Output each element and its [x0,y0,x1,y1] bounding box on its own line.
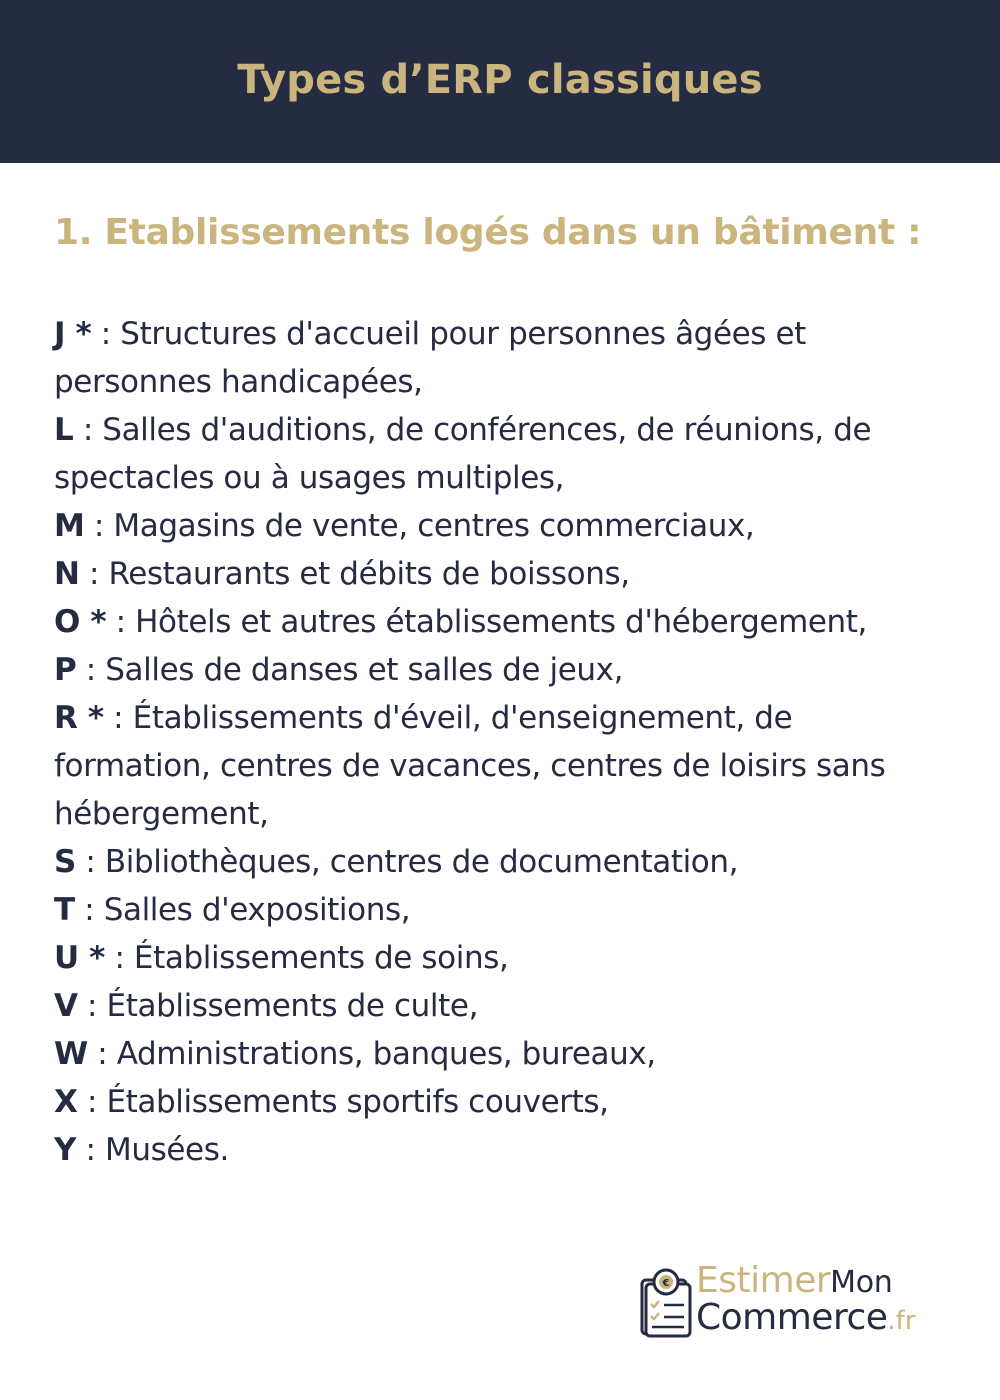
logo-tld: .fr [887,1306,916,1336]
erp-description: : Établissements d'éveil, d'enseignement, de formation, centres de vacances, centres de loisirs sans hébergement, [54,700,886,832]
erp-type-list [54,310,954,1174]
list-item [54,982,954,1030]
erp-code: X [54,1084,78,1120]
erp-description: : Salles d'auditions, de conférences, de réunions, de spectacles ou à usages multiples, [54,412,872,496]
erp-code: L [54,412,74,448]
list-item [54,1078,954,1126]
section-title: 1. Etablissements logés dans un bâtiment : [54,212,922,253]
erp-description: : Bibliothèques, centres de documentation, [75,844,739,880]
erp-description: : Salles de danses et salles de jeux, [76,652,624,688]
list-item [54,550,954,598]
svg-text:€: € [662,1278,670,1289]
erp-code: N [54,556,80,592]
list-item [54,502,954,550]
list-item [54,934,954,982]
document-euro-icon [636,1266,694,1338]
erp-description: : Établissements de culte, [77,988,479,1024]
erp-code: O * [54,604,107,640]
erp-code: Y [54,1132,77,1168]
erp-description: : Structures d'accueil pour personnes âgées et personnes handicapées, [54,316,806,400]
erp-code: S [54,844,76,880]
logo-mon: Mon [830,1265,893,1300]
logo-commerce: Commerce [696,1297,888,1338]
erp-description: : Salles d'expositions, [74,892,411,928]
erp-code: J * [54,316,92,352]
erp-description: : Hôtels et autres établissements d'hébergement, [106,604,867,640]
erp-code: M [54,508,85,544]
list-item [54,646,954,694]
erp-description: : Établissements de soins, [104,940,509,976]
erp-code: R * [54,700,104,736]
list-item [54,310,954,406]
erp-code: P [54,652,77,688]
erp-description: : Établissements sportifs couverts, [77,1084,609,1120]
erp-code: T [54,892,75,928]
erp-description: : Magasins de vente, centres commerciaux, [84,508,755,544]
page-title: Types d’ERP classiques [237,56,763,103]
erp-description: : Restaurants et débits de boissons, [79,556,630,592]
list-item [54,886,954,934]
erp-code: U * [54,940,105,976]
erp-description: : Musées. [76,1132,229,1168]
list-item [54,838,954,886]
erp-code: W [54,1036,88,1072]
erp-description: : Administrations, banques, bureaux, [87,1036,656,1072]
list-item [54,694,954,838]
list-item [54,1126,954,1174]
erp-code: V [54,988,78,1024]
header-banner [0,0,1000,163]
brand-wordmark [696,1262,916,1338]
logo-estimer: Estimer [696,1260,831,1301]
brand-logo [636,1262,966,1342]
list-item [54,598,954,646]
list-item [54,1030,954,1078]
list-item [54,406,954,502]
